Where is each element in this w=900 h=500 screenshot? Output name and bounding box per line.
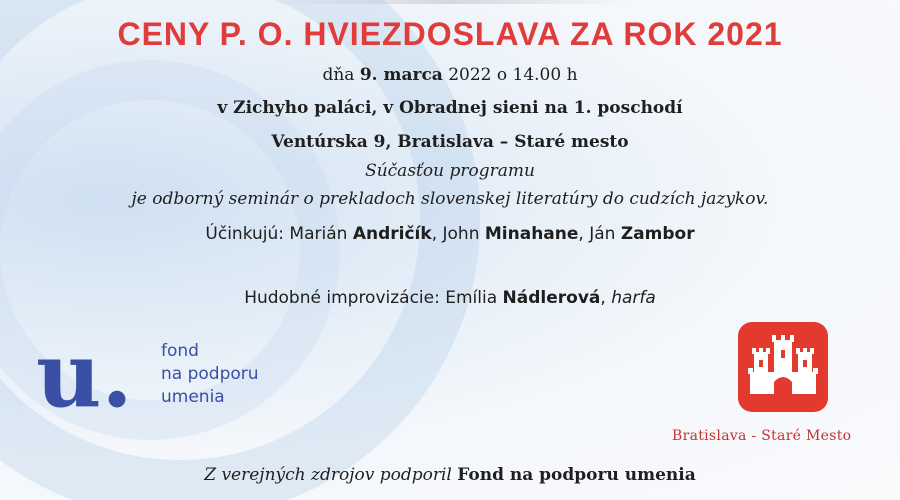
- castle-icon: [738, 322, 828, 412]
- top-decor-strip: [0, 0, 900, 4]
- date-bold: 9. marca: [359, 65, 443, 85]
- music-instrument: harfa: [611, 288, 656, 308]
- music-last: Nádlerová: [502, 288, 601, 308]
- performer-2-first: John: [442, 224, 485, 244]
- program-line-1: Súčasťou programu: [365, 161, 535, 181]
- support-line: [0, 464, 900, 486]
- performer-3-last: Zambor: [620, 224, 695, 244]
- music-sep: ,: [600, 288, 612, 308]
- fund-logo: [36, 322, 316, 428]
- performer-2-last: Minahane: [484, 224, 579, 244]
- fund-logo-line-1: fond: [161, 341, 199, 361]
- performers-line: [0, 223, 900, 245]
- performer-1-first: Marián: [289, 224, 353, 244]
- fund-logo-line-2: na podporu: [161, 364, 259, 384]
- venue-line: v Zichyho paláci, v Obradnej sieni na 1. poschodí: [217, 98, 683, 118]
- performers-sep-2: ,: [578, 224, 590, 244]
- date-prefix: dňa: [322, 65, 360, 85]
- performer-3-first: Ján: [589, 224, 621, 244]
- fund-logo-mark: u.: [36, 322, 133, 428]
- support-prefix: Z verejných zdrojov podporil: [204, 465, 458, 485]
- fund-logo-text: [161, 340, 259, 409]
- performers-label: Účinkujú:: [205, 224, 290, 244]
- fund-logo-line-3: umenia: [161, 387, 225, 407]
- program-line-2: je odborný seminár o prekladoch slovenskej literatúry do cudzích jazykov.: [131, 189, 769, 209]
- address-line: Ventúrska 9, Bratislava – Staré mesto: [271, 132, 629, 152]
- performers-sep-1: ,: [431, 224, 443, 244]
- music-label: Hudobné improvizácie:: [244, 288, 446, 308]
- music-first: Emília: [445, 288, 503, 308]
- city-logo-caption: Bratislava - Staré Mesto: [672, 428, 852, 444]
- support-bold: Fond na podporu umenia: [457, 465, 696, 485]
- music-line: [0, 287, 900, 309]
- performer-1-last: Andričík: [352, 224, 432, 244]
- date-suffix: 2022 o 14.00 h: [442, 65, 578, 85]
- date-line: [0, 64, 900, 86]
- page-title: CENY P. O. HVIEZDOSLAVA ZA ROK 2021: [117, 16, 783, 52]
